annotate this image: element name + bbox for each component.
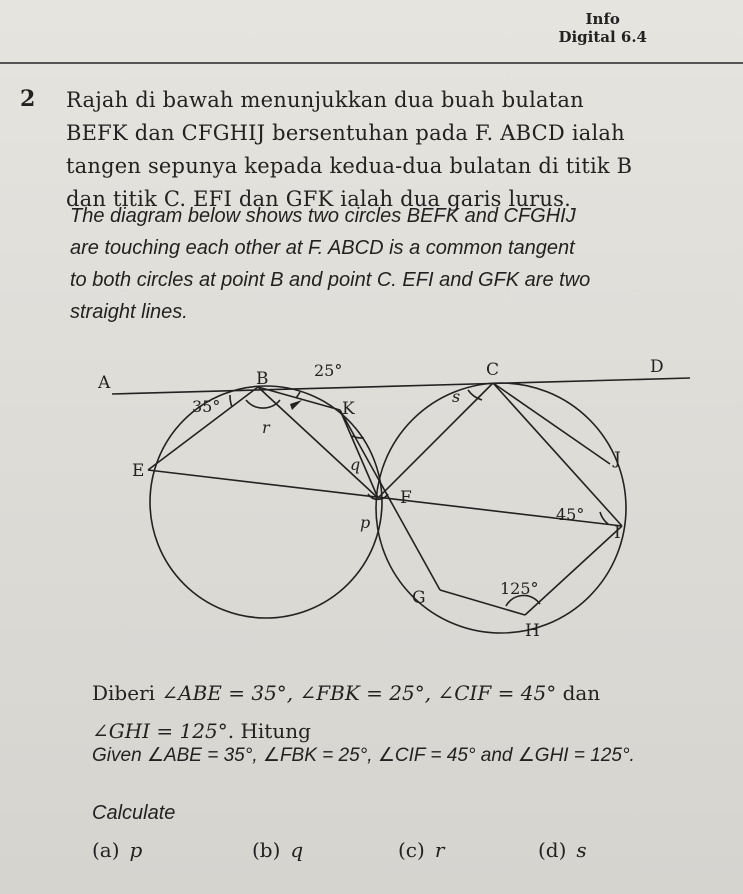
label-a: A bbox=[98, 373, 111, 393]
badge-line-2: Digital 6.4 bbox=[558, 28, 647, 46]
given-line-2 bbox=[92, 714, 311, 748]
part-a-var: p bbox=[129, 838, 143, 862]
info-digital-badge bbox=[558, 10, 647, 46]
label-p: p bbox=[360, 513, 371, 532]
label-k: K bbox=[342, 399, 355, 419]
part-b bbox=[252, 838, 303, 863]
label-d: D bbox=[650, 357, 664, 377]
malay-line-1: Rajah di bawah menunjukkan dua buah bulatan bbox=[66, 88, 584, 112]
tangent-line-abcd bbox=[112, 378, 690, 394]
malay-line-2: BEFK dan CFGHIJ bersentuhan pada F. ABCD ialah bbox=[66, 121, 625, 145]
chord-hi bbox=[525, 526, 622, 615]
label-g: G bbox=[412, 588, 426, 608]
part-d-label: (d) bbox=[538, 838, 567, 862]
geometry-diagram bbox=[0, 340, 743, 660]
given-english: Given ∠ABE = 35°, ∠FBK = 25°, ∠CIF = 45° and ∠GHI = 125°. bbox=[92, 745, 635, 766]
english-line-4: straight lines. bbox=[70, 301, 188, 323]
english-line-1: The diagram below shows two circles BEFK and CFGHIJ bbox=[70, 205, 576, 227]
given-math-1: ∠ABE = 35°, ∠FBK = 25°, ∠CIF = 45° bbox=[161, 681, 557, 705]
given-hitung: . Hitung bbox=[227, 719, 311, 743]
label-f: F bbox=[400, 488, 412, 508]
label-i: I bbox=[614, 523, 621, 543]
part-c-label: (c) bbox=[398, 838, 425, 862]
malay-line-3: tangen sepunya kepada kedua-dua bulatan di titik B bbox=[66, 154, 633, 178]
angle-cif-label: 45° bbox=[556, 505, 585, 524]
given-math-2: ∠GHI = 125° bbox=[92, 719, 228, 743]
given-prefix: Diberi bbox=[92, 681, 156, 705]
english-line-2: are touching each other at F. ABCD is a common tangent bbox=[70, 237, 575, 259]
label-b: B bbox=[256, 369, 269, 389]
label-c: C bbox=[486, 360, 500, 380]
part-c-var: r bbox=[434, 838, 445, 862]
diagram-svg bbox=[0, 340, 743, 660]
given-malay bbox=[92, 676, 601, 743]
question-text-malay bbox=[66, 84, 696, 216]
part-d bbox=[538, 838, 587, 863]
header-divider bbox=[0, 62, 743, 64]
label-j: J bbox=[614, 449, 621, 469]
given-dan: dan bbox=[562, 681, 601, 705]
arc-angle-cif bbox=[600, 512, 608, 524]
label-s: s bbox=[452, 387, 461, 406]
question-number: 2 bbox=[20, 86, 36, 112]
malay-line-4: dan titik C. EFI dan GFK ialah dua garis lurus. bbox=[66, 187, 571, 211]
badge-line-1: Info bbox=[585, 10, 620, 28]
label-r: r bbox=[262, 418, 270, 437]
part-a-label: (a) bbox=[92, 838, 120, 862]
arrow-marker bbox=[290, 400, 302, 410]
arc-angle-fbk bbox=[296, 392, 300, 398]
english-line-3: to both circles at point B and point C. EFI and GFK are two bbox=[70, 269, 591, 291]
part-c bbox=[398, 838, 444, 863]
angle-fbk-label: 25° bbox=[314, 361, 343, 380]
part-d-var: s bbox=[576, 838, 587, 862]
part-a bbox=[92, 838, 142, 863]
angle-ghi-label: 125° bbox=[500, 579, 539, 598]
part-b-var: q bbox=[290, 838, 304, 862]
part-b-label: (b) bbox=[252, 838, 281, 862]
calculate-label: Calculate bbox=[92, 802, 176, 824]
angle-abe-label: 35° bbox=[192, 397, 221, 416]
label-e: E bbox=[132, 461, 145, 481]
arc-angle-r bbox=[246, 400, 280, 408]
question-text-english bbox=[70, 200, 690, 328]
arc-angle-abe bbox=[230, 395, 232, 407]
label-h: H bbox=[525, 621, 540, 641]
label-q: q bbox=[350, 455, 361, 474]
